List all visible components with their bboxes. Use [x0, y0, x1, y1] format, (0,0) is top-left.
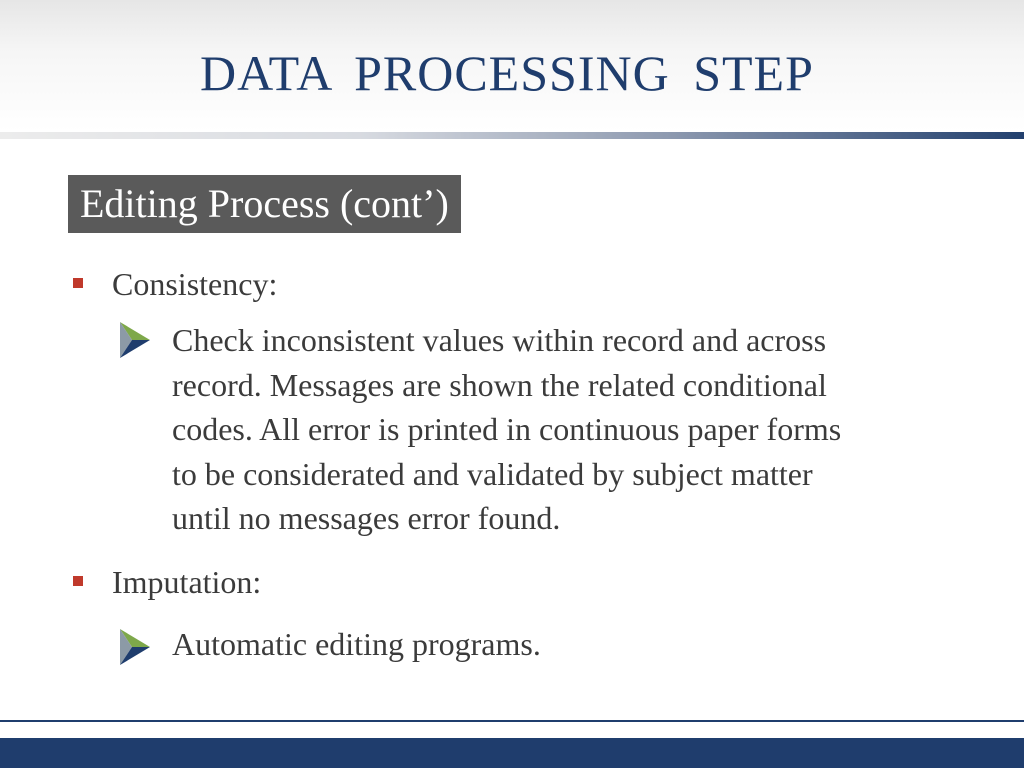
bullet-consistency: Consistency:: [112, 266, 278, 302]
header-rule: [0, 132, 1024, 139]
footer-divider: [0, 720, 1024, 722]
imputation-description: [172, 622, 962, 667]
description-line: record. Messages are shown the related conditional: [172, 366, 827, 403]
consistency-description: [172, 318, 962, 541]
section-subtitle: Editing Process (cont’): [68, 175, 461, 233]
slide-title: DATA PROCESSING STEP: [200, 45, 814, 101]
bullet-imputation: Imputation:: [112, 564, 262, 600]
description-line: codes. All error is printed in continuous paper forms: [172, 411, 842, 447]
description-line: Automatic editing programs.: [172, 626, 541, 662]
description-line: to be considerated and validated by subject matter: [172, 455, 813, 492]
description-line: Check inconsistent values within record and across: [172, 322, 827, 358]
arrow-bullet-icon: [118, 320, 152, 360]
square-bullet-icon: [73, 576, 83, 586]
description-line: until no messages error found.: [172, 500, 561, 536]
footer-band: [0, 738, 1024, 768]
square-bullet-icon: [73, 278, 83, 288]
arrow-bullet-icon: [118, 627, 152, 667]
